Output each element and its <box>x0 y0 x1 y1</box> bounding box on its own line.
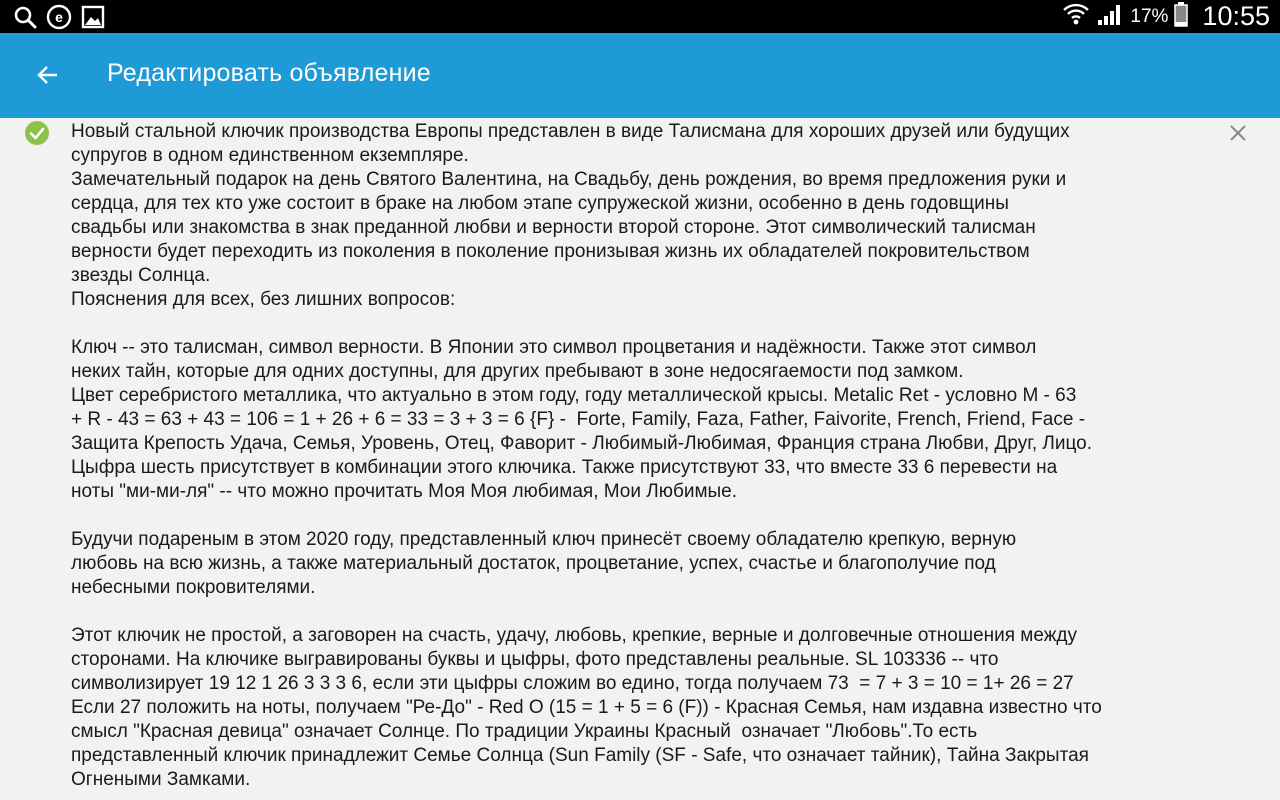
notification-icons <box>12 4 106 30</box>
gallery-icon <box>80 4 106 30</box>
page-title: Редактировать объявление <box>107 59 431 87</box>
search-icon <box>12 4 38 30</box>
browser-e-icon <box>46 4 72 30</box>
status-bar <box>0 0 1280 33</box>
listing-content <box>0 118 1280 800</box>
battery-icon <box>1174 1 1188 32</box>
svg-text:e: e <box>55 9 63 25</box>
close-icon[interactable] <box>1226 121 1250 145</box>
wifi-icon <box>1062 1 1090 32</box>
clock: 10:55 <box>1202 1 1270 31</box>
battery-percent: 17% <box>1130 5 1169 27</box>
back-button[interactable] <box>28 55 68 95</box>
signal-icon <box>1096 2 1124 31</box>
arrow-back-icon <box>36 63 60 87</box>
app-bar <box>0 33 1280 118</box>
listing-description[interactable]: Новый стальной ключик производства Европы представлен в виде Талисмана для хороших друзей или будущих супругов в одном единственном екземпляре. Замечательный подарок на день Святого Валентина, на Свадьбу, день рождения, во время предложения руки и сердца, для тех кто уже состоит в браке на любом этапе супружеской жизни, особенно в день годовщины свадьбы или знакомства в знак преданной любви и верности второй стороне. Этот символический талисман верности будет переходить из поколения в поколение пронизывая жизнь их обладателей покровительством звезды Солнца. Пояснения для всех, без лишних вопросов: Ключ -- это талисман, символ верности. В Японии это символ процветания и надёжности. Также этот символ неких тайн, которые для одних доступны, для других пребывают в зоне недосягаемости под замком. Цвет серебристого металлика, что актуально в этом году, году металлической крысы. Metalic Ret - условно M - 63 + R - 43 = 63 + 43 = 106 = 1 + 26 + 6 = 33 = 3 + 3 = 6 {F} - Forte, Family, Faza, Father, Faivorite, French, Friend, Face - Защита Крепость Удача, Семья, Уровень, Отец, Фаворит - Любимый-Любимая, Франция страна Любви, Друг, Лицо. Цыфра шесть присутствует в комбинации этого ключика. Также присутствуют 33, что вместе 33 6 перевести на ноты "ми-ми-ля" -- что можно прочитать Моя Моя любимая, Мои Любимые. Будучи подареным в этом 2020 году, представленный ключ принесёт своему обладателю крепкую, верную любовь на всю жизнь, а также материальный достаток, процветание, успех, счастье и благополучие под небесными покровителями. Этот ключик не простой, а заговорен на счасть, удачу, любовь, крепкие, верные и долговечные отношения между сторонами. На ключике выгравированы буквы и цыфры, фото представлены реальные. SL 103336 -- что символизирует 19 12 1 26 3 3 3 6, если эти цыфры сложим во едино, тогда получаем 73 = 7 + 3 = 10 = 1+ 26 = 27 Если 27 положить на ноты, получаем "Ре-До" - Red O (15 = 1 + 5 = 6 (F)) - Красная Семья, нам издавна известно что смысл "Красная девица" означает Солнце. По традиции Украины Красный означает "Любовь".То есть представленный ключик принадлежит Семье Солнца (Sun Family (SF - Safe, что означает тайник), Тайна Закрытая Огнеными Замками. <box>71 121 1102 790</box>
system-icons <box>1062 0 1270 33</box>
check-circle-icon <box>25 121 49 145</box>
